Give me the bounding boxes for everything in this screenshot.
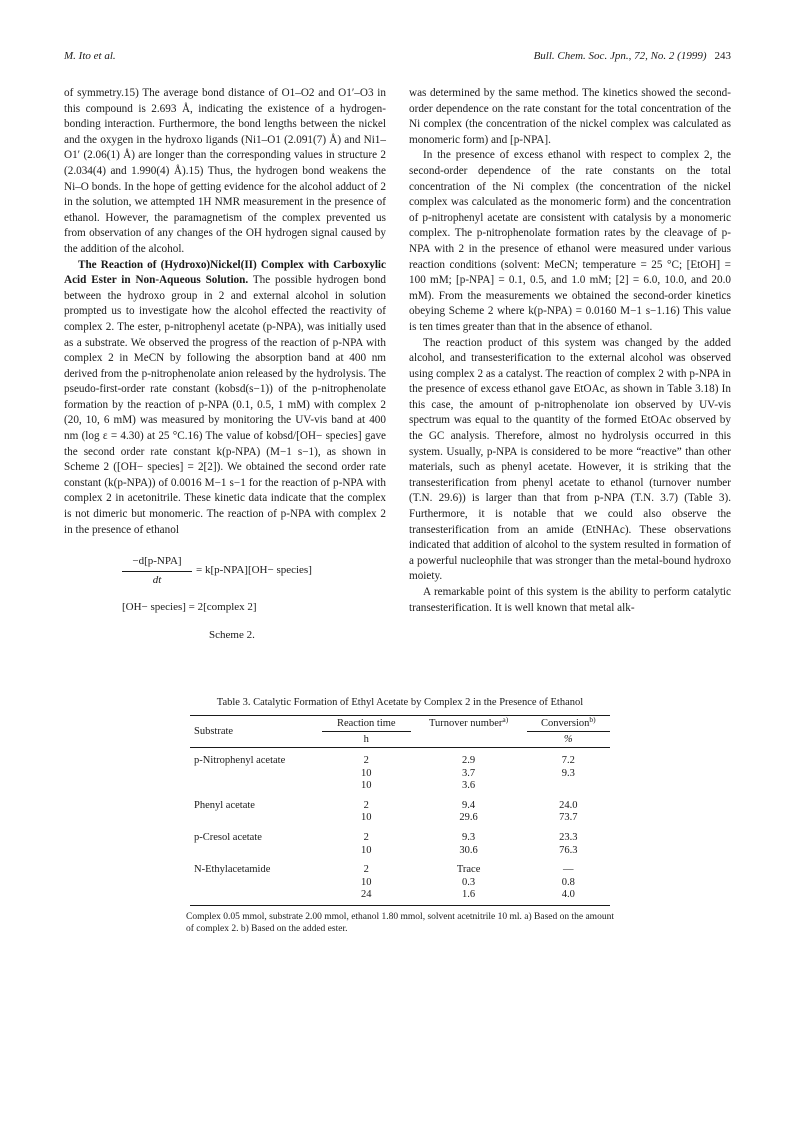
cell-conversion: — [563,864,574,876]
cell-time: 2 [363,864,369,876]
cell-substrate: p-Nitrophenyl acetate [194,755,286,766]
cell-substrate: N-Ethylacetamide [194,864,271,876]
table-row [190,748,610,768]
table-row [190,780,610,793]
cell-substrate: p-Cresol acetate [194,831,262,843]
cell-time: 10 [361,767,372,779]
header-time: Reaction time [322,716,411,732]
table-caption: Table 3. Catalytic Formation of Ethyl Acetate by Complex 2 in the Presence of Ethanol [216,697,584,708]
table-row [190,793,610,813]
right-paragraph-3: The reaction product of this system was changed by the added alcohol, and transesterification to the external alcohol was observed using complex 2 as a catalyst. The reaction of complex 2 with p-NPA in the presence of excess ethanol gave EtOAc, as shown in Table 3.18) In this case, the amount of p-nitrophenolate ion observed by UV-vis spectrum was equal to the quantity of the formed EtOAc observed by the GC analysis. Therefore, almost no hydrolysis occurred in this system. Usually, p-NPA is considered to be more “reactive” than other materials, such as phenyl acetate. However, it is striking that the transesterification from phenyl acetate to ethanol (turnover number (T.N. 29.6)) is larger than that from p-NPA (T.N. 3.7) (Table 3). Furthermore, it is notable that we could also observe the transesterification from an amide (EtNHAc). These observations indicated that addition of alcohol to the system resulted in formation of a powerful nucleophile that was stronger than the metal-bound hydroxo moiety. [409,336,731,583]
page-number: 243 [714,50,731,62]
table-row [190,877,610,890]
scheme-label: Scheme 2. [209,629,255,642]
species-relation: [OH− species] = 2[complex 2] [122,601,257,614]
left-paragraph-2 [64,258,386,539]
cell-conversion: 76.3 [559,844,578,856]
cell-conversion: 4.0 [527,889,610,905]
fraction-denominator: dt [152,573,162,586]
rate-fraction [122,554,192,588]
cell-conversion: 24.0 [559,799,578,811]
data-table [190,715,610,906]
header-turnover-text: Turnover number [428,718,503,730]
footnote-mark-a: a) [502,715,509,725]
cell-turnover: 3.6 [462,780,476,792]
right-column [409,86,731,616]
right-paragraph-4: A remarkable point of this system is the ability to perform catalytic transesterification. It is well known that metal alk- [409,586,731,614]
table-row [190,845,610,858]
cell-substrate [190,845,322,858]
right-paragraph-2: In the presence of excess ethanol with respect to complex 2, the second-order dependence of the rate constants on the total concentration of the Ni complex (the concentration of the nickel complex was calculated as the monomeric form) and the concentration of p-nitrophenyl acetate are consistent with catalysis by a monomeric complex. The p-nitrophenolate formation rates by the cleavage of p-NPA with 2 in the presence of ethanol were measured under various reaction conditions (solvent: MeCN; temperature = 25 °C; [EtOH] = 100 mM; [p-NPA] = 0.1, 0.5, and 1.0 mM; [2] = 6.0, 10.0, and 20.0 mM). From the measurements we obtained the second-order kinetics obeying Scheme 2 where k(p-NPA) = 0.0160 M−1 s−1.16) This value is ten times greater than that in the absence of ethanol. [409,149,731,333]
table-footnote: Complex 0.05 mmol, substrate 2.00 mmol, ethanol 1.80 mmol, solvent acetnitrile 10 ml. a) Based on the amount of complex 2. b) Based on the added ester. [186,911,614,935]
cell-time: 10 [361,780,372,792]
cell-substrate [190,780,322,793]
cell-conversion: 7.2 [561,755,575,766]
table-row [190,825,610,845]
section-heading: The Reaction of (Hydroxo)Nickel(II) Complex with Carboxylic Acid Ester in Non-Aqueous Solution. [64,258,386,287]
journal-citation: Bull. Chem. Soc. Jpn., 72, No. 2 (1999) [533,50,707,62]
scheme-2 [64,554,386,652]
header-substrate: Substrate [190,716,322,748]
cell-substrate [190,877,322,890]
cell-turnover: 1.6 [411,889,527,905]
cell-turnover: 9.4 [462,799,476,811]
running-authors: M. Ito et al. [64,50,116,62]
cell-turnover: 2.9 [462,755,476,766]
table-row [190,812,610,825]
cell-substrate: Phenyl acetate [194,799,255,811]
cell-conversion: 73.7 [559,812,578,824]
cell-conversion: 0.8 [561,876,575,888]
left-paragraph-1: of symmetry.15) The average bond distance of O1–O2 and O1′–O3 in this compound is 2.693 Å, indicating the existence of a hydrogen-bonding interaction. Furthermore, the bond lengths between the nickel and the oxygen in the hydroxo ligands (Ni1–O1 (2.091(7) Å) and Ni1–O1′ (2.06(1) Å) are longer than the corresponding values in structure 2 (2.034(4) and 1.990(4) Å).15) Thus, the hydrogen bond weakens the Ni–O bonds. In the hope of getting evidence for the alcohol adduct of 2 in the solution, we attempted 1H NMR measurement in the presence of ethanol. However, the paramagnetism of the complex prevented us from observation of any changes of the OH hydrogen signal caused by the addition of the alcohol. [64,87,386,255]
page-header [64,50,731,66]
section-body: The possible hydrogen bond between the hydroxo group in 2 and external alcohol in solution prompted us to investigate how the alcohol effected the reactivity of complex 2. The ester, p-nitrophenyl acetate (p-NPA), was initially used as a substrate. We observed the progress of the reaction of p-NPA with complex 2 in MeCN by following the absorption band at 400 nm derived from the p-nitrophenolate anion released by the hydrolysis. The pseudo-first-order rate constant (kobsd(s−1)) of the p-nitrophenolate formation by the reaction of p-NPA (0.1, 0.5, 1 mM) with complex 2 (20, 10, 6 mM) was measured by monitoring the UV-vis band at 400 nm (log ε = 4.30) at 25 °C.16) The value of kobsd/[OH− species] gave the second order rate constant k(p-NPA) (M−1 s−1), as shown in Scheme 2 ([OH− species] = 2[2]). We obtained the second order rate constant (k(p-NPA)) of 0.0016 M−1 s−1 for the reaction of p-NPA with complex 2 in acetonitrile. These kinetic data indicate that the complex is not dimeric but monomeric. The reaction of p-NPA with complex 2 in the presence of ethanol [64,274,386,536]
cell-turnover: 30.6 [459,844,478,856]
rate-equation: = k[p-NPA][OH− species] [196,564,312,577]
header-time-unit: h [322,732,411,748]
cell-time: 2 [363,799,369,811]
fraction-numerator: −d[p-NPA] [122,554,192,572]
footnote-mark-b: b) [589,715,596,724]
right-paragraph-1: was determined by the same method. The kinetics showed the second-order dependence on the rate constant for the total concentration of the Ni complex (the concentration of the nickel complex was calculated as monomeric form) and [p-NPA]. [409,87,731,146]
cell-substrate [190,768,322,781]
cell-turnover: 3.7 [462,767,476,779]
cell-turnover: Trace [456,864,481,876]
cell-turnover: 29.6 [459,812,478,824]
running-journal [534,50,731,62]
cell-time: 10 [361,844,372,856]
table-body [190,748,610,906]
cell-conversion: 23.3 [559,831,578,843]
cell-turnover: 0.3 [462,876,476,888]
header-conversion-text: Conversion [540,718,590,729]
header-conversion-unit: % [527,732,610,748]
cell-time: 2 [363,831,369,843]
left-column [64,86,386,652]
cell-time: 2 [363,755,369,766]
cell-substrate [190,812,322,825]
header-turnover-spacer [411,732,527,748]
cell-conversion [527,780,610,793]
cell-time: 10 [361,876,372,888]
header-turnover [411,716,527,732]
table-3 [186,697,614,936]
cell-time: 24 [322,889,411,905]
cell-turnover: 9.3 [462,831,476,843]
header-conversion [527,716,610,732]
cell-conversion: 9.3 [561,767,575,779]
cell-time: 10 [361,812,372,824]
table-row [190,768,610,781]
table-row [190,889,610,905]
cell-substrate [190,889,322,905]
table-row [190,857,610,877]
